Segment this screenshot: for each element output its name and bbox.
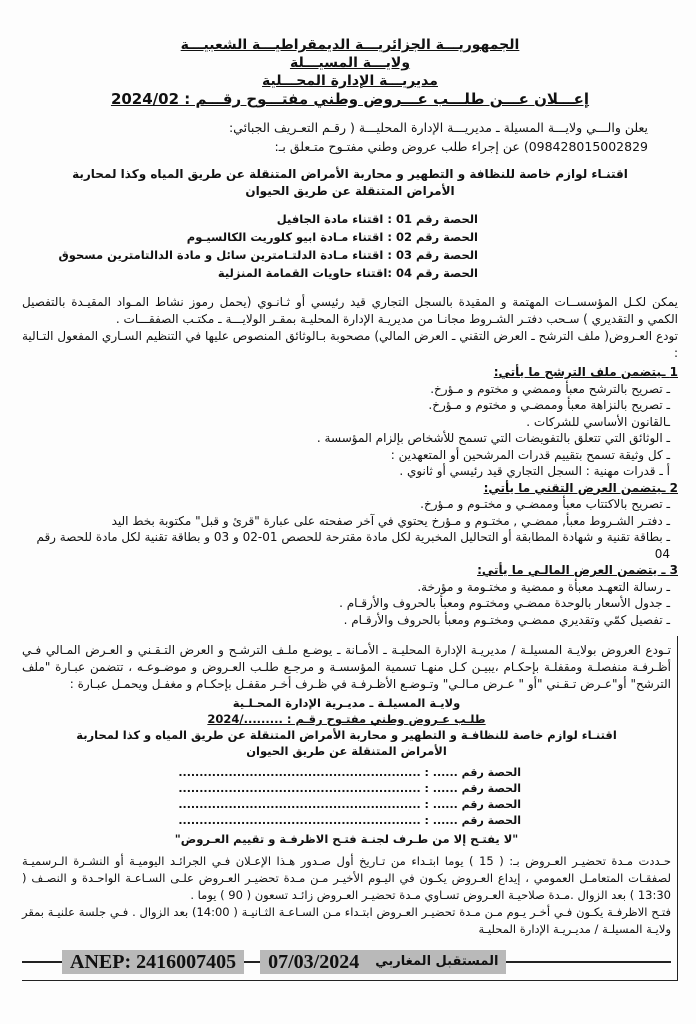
footer-divider (22, 961, 62, 963)
envelope-lot-line: الحصة رقم ...... : .......................................................... (178, 814, 521, 827)
announcement-title: إعـــلان عـــن طلـــب عـــروض وطني مفتـــوح رقـــم : 2024/02 (110, 90, 590, 108)
submission-paragraph: تـودع العروض بولايـة المسيلـة / مديريـة الإدارة المحليـة ـ الأمـانة ـ يوضـع ملـف الترشـح و العرض التـقـني و العـرض المـالي فـي أظـرفـة منفصلـة ومقفلـة بإحكـام ،يبيـن كـل منهـا تسمية المؤسسـة و مرجـع طلـب العـروض و موضـوعـه ، تتضمن عبـارة "ملف الترشح" أو"عـرض تـقـني "أو " عـرض مـالـي" وتـوضـع الأظـرفـة في ظـرف أخـر مقفـل بإحكـام و مغفـل ويحمـل عبـارة : (22, 643, 671, 691)
paragraph-text: يمكن لكـل المؤسســات المهتمة و المقيدة بالسجل التجاري قيد رئيسي أو ثـانـوي (يحمل رموز نشاط المـواد المقيـدة بالتفصيل الكمي و التقديري ) سـحب دفتـر الشـروط مجانـا من مديريـة الإدارة المحليـة بمقـر الولايـــة ـ مكتـب الصفقـــات . (22, 295, 678, 326)
lot-item: الحصة رقم 01 : اقتناء مادة الجافيل (276, 212, 478, 226)
intro-line: يعلن والـــي ولايـــة المسيلة ـ مديريـــة الإدارة المحليـــة ( رقـم التعـريف الجبائي: (228, 120, 648, 135)
envelope-line: طلـب عـروض وطني مفتـوح رقـم : ........./2024 (207, 712, 486, 726)
section-item: أ ـ قدرات مهنية : السجل التجاري قيد رئيسي أو ثانوي . (399, 464, 670, 478)
eligibility-paragraph (22, 294, 678, 362)
lot-item: الحصة رقم 03 : اقتناء مـادة الدلتـامترين سائل و مادة الدالتامترين مسحوق (58, 248, 478, 262)
ad-frame-border (22, 636, 678, 981)
republic-title: الجمهوريـــة الجزائريـــة الديمقراطيـــة الشعبيـــة (180, 37, 520, 53)
subject-line: الأمراض المتنقلة عن طريق الحيوان (245, 184, 455, 198)
section-item: ـالقانون الأساسي للشركات . (526, 414, 670, 429)
newspaper-name: المستقبل المغاربي (367, 950, 506, 974)
directorate-title: مديريـــة الإدارة المحـــلية (262, 73, 438, 89)
footer-divider (506, 961, 671, 963)
section-item: ـ تصريح بالترشح معبأ وممضي و مختوم و مـؤرخ. (430, 381, 670, 396)
paragraph-text: تودع العـروض( ملف الترشح ـ العرض التقني ـ العرض المالي) مصحوبة بـالوثائق المنصوص عليها في التنظيم السـاري المفعول التـالية : (22, 329, 678, 360)
paragraph-text: فتـح الاظرفـة يكـون فـي أخـر يـوم مـن مـدة تحضيـر العـروض ابتـداء مـن السـاعـة الثـانيـة ( 14:00) بعد الزوال . فـي جلسة علنيـة بمقر ولايـة المسيلـة / مديـريـة الإدارة المحليـة (22, 905, 671, 936)
envelope-line: ولايـة المسيلـة ـ مديـرية الإدارة المحـلـية (232, 696, 461, 710)
section-item: ـ تفصيل كمّي وتقديري ممضـي ومختـوم ومعبأ بالحروف والأرقـام . (343, 612, 670, 627)
publication-date: 07/03/2024 (260, 950, 367, 974)
lot-item: الحصة رقم 04 :اقتناء حاويات القمامة المنزلية (217, 266, 478, 280)
section-title: 1 ـيتضمن ملف الترشح ما يأتي: (493, 365, 678, 379)
document-header (90, 36, 610, 108)
envelope-line: الأمراض المتنقلة عن طريق الحيوان (246, 744, 447, 758)
section-item: ـ جدول الأسعار بالوحدة ممضـي ومختـوم ومعبأ بالحروف والأرقـام . (339, 596, 670, 610)
section-item: ـ بطاقة تقنية و شهادة المطابقة أو التحاليل المخبرية لكل مادة مقترحة للحصص 01-02 و 03 و بطاقة تقنية لكل مادة للحصة رقم 04 (36, 530, 670, 561)
section-item: ـ تصريح بالاكتتاب معبأ وممضـي و مختـوم و مـؤرخ. (420, 497, 670, 511)
envelope-lot-line: الحصة رقم ...... : .......................................................... (178, 782, 521, 795)
footer-divider (244, 961, 260, 963)
lots-list (22, 210, 678, 282)
section-item: ـ رسالة التعهـد معبأة و ممضية و مختـومة و مؤرخة. (417, 579, 670, 594)
wilaya-title: ولايـــة المسيـــلة (289, 55, 411, 71)
envelope-line: اقتنـاء لوازم خاصة للنظافـة و التطهير و محاربة الأمراض المتنقلة عن طريق المياه و كذا لمحاربة (76, 728, 617, 742)
envelope-lots (22, 765, 671, 829)
envelope-label (47, 695, 647, 759)
section-item: ـ الوثائق التي تتعلق بالتفويضات التي تسمح للأشخاص بإلزام المؤسسة . (316, 431, 670, 445)
section-item: ـ تصريح بالنزاهة معبأ وممضـي و مختوم و مـؤرخ. (428, 398, 670, 412)
section-item: ـ دفتـر الشـروط معبأ, ممضـي , مختـوم و مـؤرخ يحتوي في آخر صفحته على عبارة "قرئ و قبل" مكتوبة بخط اليد (111, 513, 670, 528)
section-item: ـ كل وثيقة تسمح بتقييم قدرات المرشحين أو المتعهدين : (390, 447, 670, 462)
paragraph-text: حـددت مـدة تحضيـر العـروض بـ: ( 15 ) يوما ابتـداء من تـاريخ أول صـدور هـذا الإعـلان فـي الجرائـد اليوميـة أو النشـرة الـرسميـة لصفقـات المتعامـل العمومي ، إيداع العـروض يكـون في اليـوم الأخيـر مـن مـدة تحضيـر العـروض علـى السـاعـة الواحـدة و النصـف ( 13:30 ) بعد الزوال .مـدة صلاحيـة العـروض تسـاوي مـدة تحضيـر العـروض زائـد تسعون ( 90 ) يوما . (22, 854, 671, 902)
lot-item: الحصة رقم 02 : اقتناء مـادة ابيو كلوريت الكالسيـوم (186, 230, 478, 244)
subject (22, 166, 678, 200)
section-title: 2 ـيتضمن العرض التقني ما يأتي: (483, 480, 678, 495)
envelope-quote: "لا يفتـح إلا من طـرف لجنـة فتـح الاظرفـة و تقييم العـروض" (174, 832, 519, 846)
anep-reference: ANEP: 2416007405 (62, 950, 244, 974)
publication-footer (22, 950, 671, 974)
intro-text (22, 118, 678, 156)
envelope-lot-line: الحصة رقم ...... : .......................................................... (178, 798, 521, 811)
subject-line: اقتنـاء لوازم خاصة للنظافة و التطهير و محاربة الأمراض المتنقلة عن طريق المياه وكذا لمحاربة (72, 167, 628, 181)
intro-line: 098428015002829) عن إجراء طلب عروض وطني مفتـوح متـعلق بـ: (274, 139, 648, 154)
envelope-lot-line: الحصة رقم ...... : .......................................................... (178, 766, 521, 779)
requirements-sections (22, 364, 678, 628)
section-title: 3 ـ يتضمن العرض المالـي ما يأتي: (477, 563, 678, 577)
deadline-paragraph (22, 853, 671, 938)
